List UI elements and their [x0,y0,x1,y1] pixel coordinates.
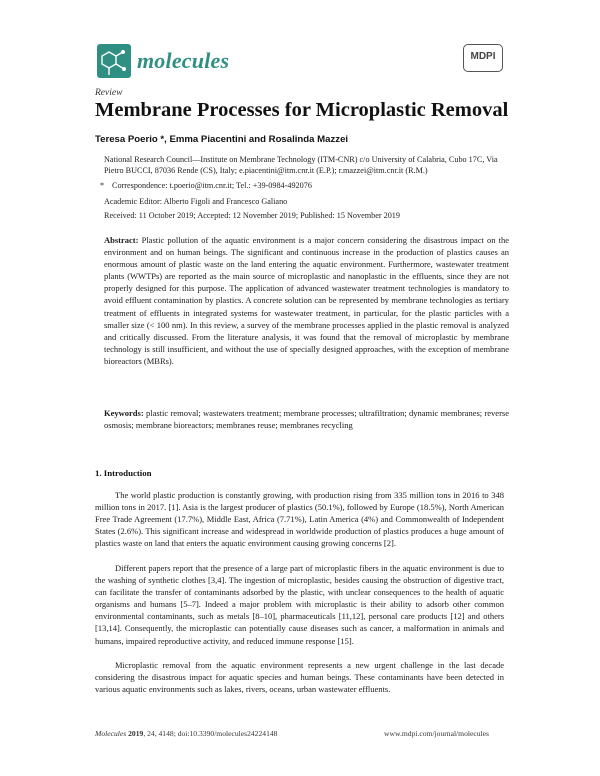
publication-dates: Received: 11 October 2019; Accepted: 12 November 2019; Published: 15 November 2019 [104,211,400,220]
footer-citation [95,729,277,738]
publisher-name: MDPI [470,51,496,62]
footer-doi: , 24, 4148; doi:10.3390/molecules24224148 [143,729,278,738]
molecule-logo-icon [97,44,131,78]
article-title: Membrane Processes for Microplastic Removal [95,99,509,121]
keywords-label: Keywords: [104,408,144,418]
abstract-label: Abstract: [104,235,139,245]
journal-logo[interactable] [97,42,230,80]
abstract [104,234,509,367]
correspondence-text: Correspondence: t.poerio@itm.cnr.it; Tel.: +39-0984-492076 [112,181,312,190]
body-paragraph: Microplastic removal from the aquatic environment represents a new urgent challenge in the last decade considering the disastrous impact for aquatic species and human beings. These contaminants have been detected in various aquatic environments such as lakes, rivers, oceans, urban wastewater effluents. [95,660,504,695]
footer-journal: Molecules [95,729,127,738]
publisher-logo[interactable] [463,44,503,74]
footer-year: 2019 [128,729,144,738]
footer-url[interactable]: www.mdpi.com/journal/molecules [384,729,489,738]
abstract-text: Plastic pollution of the aquatic environment is a major concern considering the disastrous impact on the environment and on human beings. The significant and continuous increase in the production of plastics causes an enormous amount of plastic waste on the land entering the aquatic environment. Furthermore, wastewater treatment plants (WWTPs) are reported as the main source of microplastic and nanoplastic in the effluents, since they are not properly designed for this purpose. The application of advanced wastewater treatment technologies is mandatory to avoid effluent contamination by plastics. A concrete solution can be represented by membrane technologies as tertiary treatment of effluents in integrated systems for wastewater treatment, in particular, for the plastic particles with a smaller size (< 100 nm). In this review, a survey of the membrane processes applied in the plastic removal is analyzed and critically discussed. From the literature analysis, it was found that the removal of microplastic by membrane technology is still insufficient, and without the use of specially designed approaches, with the exception of membrane bioreactors (MBRs). [104,235,509,366]
affiliation: National Research Council—Institute on Membrane Technology (ITM-CNR) c/o University of Calabria, Cubo 17C, Via Pietro BUCCI, 87036 Rende (CS), Italy; e.piacentini@itm.cnr.it (E.P.); r.mazzei@itm.cnr.it (R.M.) [104,155,498,176]
correspondence [100,181,312,190]
keywords-text: plastic removal; wastewaters treatment; membrane processes; ultrafiltration; dynamic membranes; reverse osmosis; membrane bioreactors; membranes reuse; membranes recycling [104,408,509,431]
keywords [104,407,509,431]
article-type: Review [95,88,123,98]
author-list: Teresa Poerio *, Emma Piacentini and Rosalinda Mazzei [95,134,349,145]
journal-name: molecules [137,48,230,73]
correspondence-marker: * [100,181,105,190]
body-paragraph: The world plastic production is constantly growing, with production rising from 335 million tons in 2016 to 348 million tons in 2017. [1]. Asia is the largest producer of plastics (50.1%), followed by Europe (18.5%), North American Free Trade Agreement (17.7%), Middle East, Africa (7.71%), Latin America (4%) and Commonwealth of Independent States (2.6%). This significant increase and widespread in worldwide production of plastics produces a huge amount of plastics waste on land that enters the aquatic environment causing growing concerns [2]. [95,490,504,549]
body-paragraph: Different papers report that the presence of a large part of microplastic fibers in the aquatic environment is due to the washing of synthetic clothes [3,4]. The ingestion of microplastic, besides causing the obstruction of digestive tract, can facilitate the transfer of contaminants adsorbed by the plastic, with unclear consequences to the health of aquatic organisms and humans [5–7]. Indeed a major problem with microplastic is their ability to adsorb other common environmental contaminants, such as metals [8–10], pharmaceuticals [11,12], personal care products [12] and others [13,14]. Consequently, the microplastic can potentially cause diseases such as cancer, a malformation in animals and humans, impaired reproductive activity, and reduced immune response [15]. [95,563,504,646]
academic-editor: Academic Editor: Alberto Figoli and Francesco Galiano [104,197,288,206]
section-heading: 1. Introduction [95,468,152,478]
